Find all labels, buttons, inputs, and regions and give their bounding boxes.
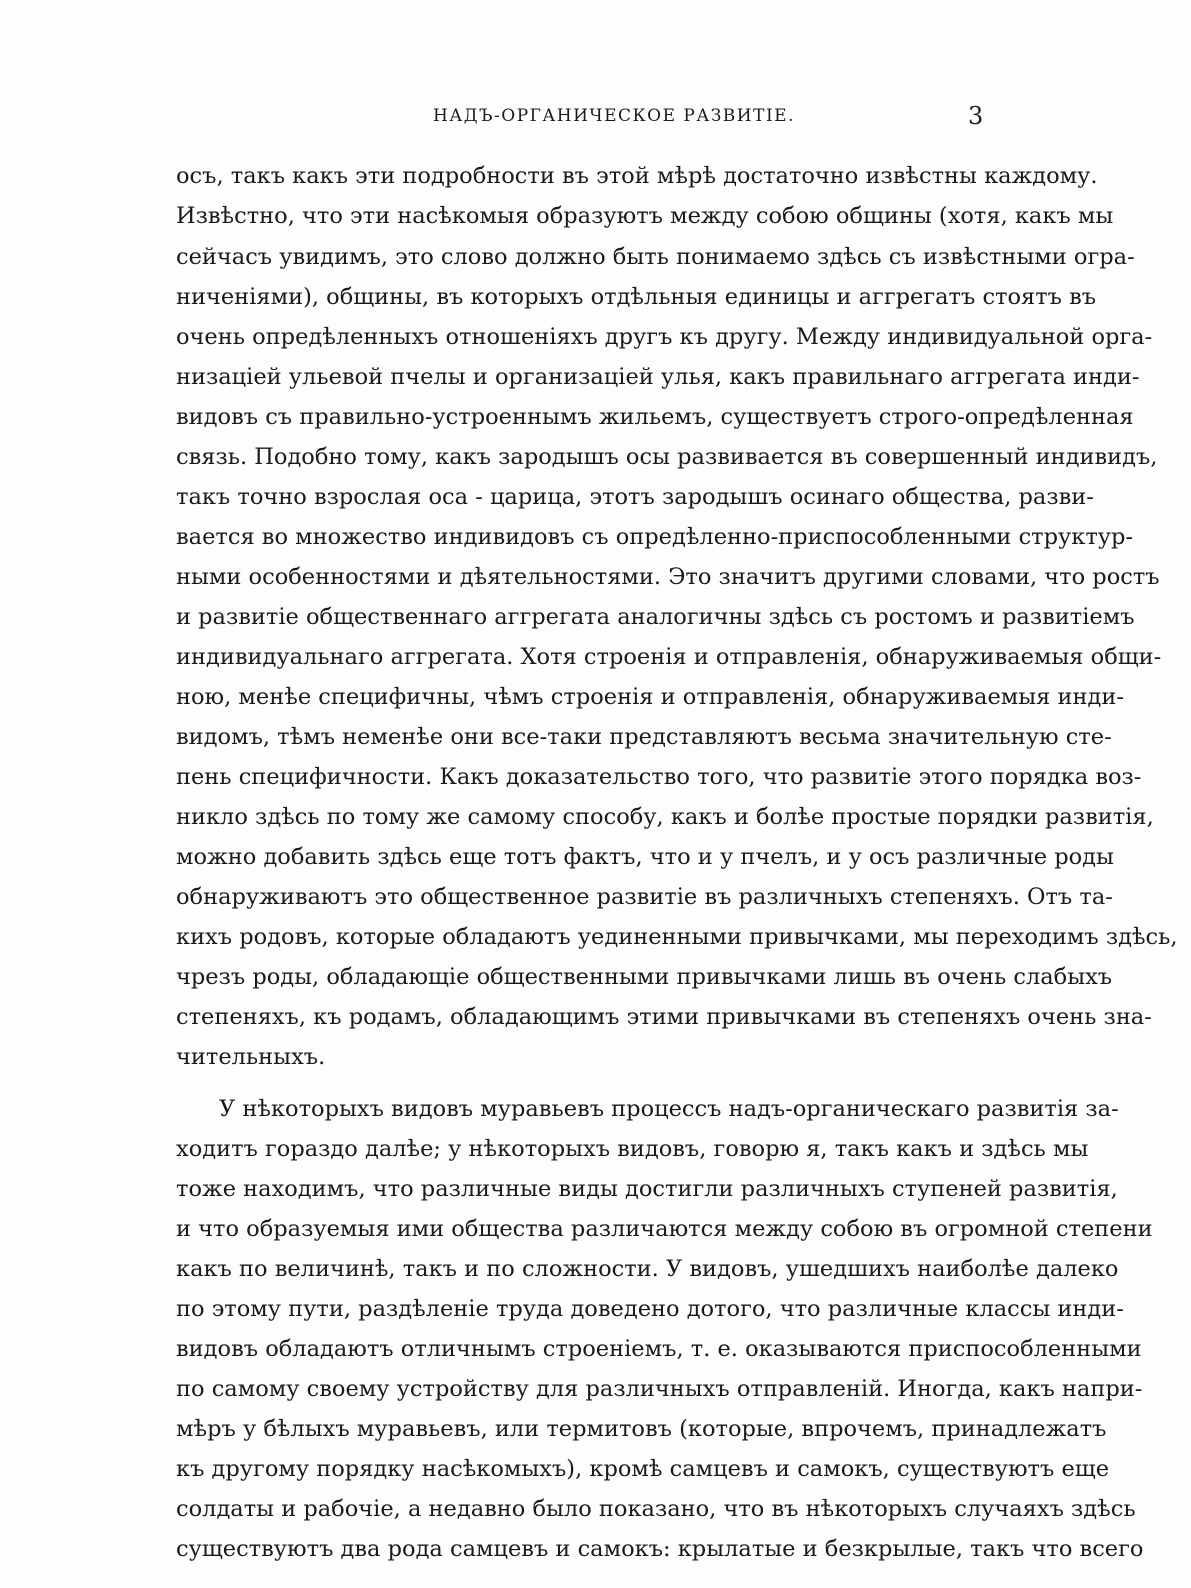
- text-line: ходитъ гораздо далѣе; у нѣкоторыхъ видовъ, говорю я, такъ какъ и здѣсь мы: [176, 1136, 1089, 1162]
- text-line: по этому пути, раздѣленіе труда доведено дотого, что различные классы инди-: [176, 1296, 1124, 1322]
- text-line: существуютъ два рода самцевъ и самокъ: крылатые и безкрылые, такъ что всего: [176, 1536, 1144, 1562]
- text-line: видомъ, тѣмъ неменѣе они все-таки представляютъ весьма значительную сте-: [176, 724, 1112, 750]
- text-line: какъ по величинѣ, такъ и по сложности. У видовъ, ушедшихъ наиболѣе далеко: [176, 1256, 1119, 1282]
- text-line: низаціей ульевой пчелы и организаціей улья, какъ правильнаго аггрегата инди-: [176, 364, 1140, 390]
- text-line: можно добавить здѣсь еще тотъ фактъ, что и у пчелъ, и у осъ различные роды: [176, 844, 1114, 870]
- text-line: никло здѣсь по тому же самому способу, какъ и болѣе простые порядки развитія,: [176, 804, 1154, 830]
- text-line: связь. Подобно тому, какъ зародышъ осы развивается въ совершенный индивидъ,: [176, 444, 1158, 470]
- text-line: по самому своему устройству для различныхъ отправленій. Иногда, какъ напри-: [176, 1376, 1143, 1402]
- text-line: кихъ родовъ, которые обладаютъ уединенными привычками, мы переходимъ здѣсь,: [176, 924, 1178, 950]
- text-line: чрезъ роды, обладающіе общественными привычками лишь въ очень слабыхъ: [176, 964, 1113, 990]
- text-line: обнаруживаютъ это общественное развитіе въ различныхъ степеняхъ. Отъ та-: [176, 884, 1113, 910]
- text-line: солдаты и рабочіе, а недавно было показано, что въ нѣкоторыхъ случаяхъ здѣсь: [176, 1496, 1136, 1522]
- text-line: мѣръ у бѣлыхъ муравьевъ, или термитовъ (которые, впрочемъ, принадлежатъ: [176, 1416, 1107, 1442]
- text-line: сейчасъ увидимъ, это слово должно быть понимаемо здѣсь съ извѣстными огра-: [176, 244, 1135, 270]
- text-line: степеняхъ, къ родамъ, обладающимъ этими привычками въ степеняхъ очень зна-: [176, 1004, 1152, 1030]
- running-head: [0, 102, 1191, 136]
- text-line: видовъ обладаютъ отличнымъ строеніемъ, т. е. оказываются приспособленными: [176, 1336, 1142, 1362]
- text-line: видовъ съ правильно-устроеннымъ жильемъ, существуетъ строго-опредѣленная: [176, 404, 1134, 430]
- text-line: и развитіе общественнаго аггрегата аналогичны здѣсь съ ростомъ и развитіемъ: [176, 604, 1135, 630]
- text-line: индивидуальнаго аггрегата. Хотя строенія и отправленія, обнаруживаемыя общи-: [176, 644, 1162, 670]
- text-line: и что образуемыя ими общества различаются между собою въ огромной степени: [176, 1216, 1153, 1242]
- text-line: очень опредѣленныхъ отношеніяхъ другъ къ другу. Между индивидуальной орга-: [176, 324, 1153, 350]
- text-line: тоже находимъ, что различные виды достигли различныхъ ступеней развитія,: [176, 1176, 1118, 1202]
- text-line: вается во множество индивидовъ съ опредѣленно-приспособленными структур-: [176, 524, 1134, 550]
- text-line: къ другому порядку насѣкомыхъ), кромѣ самцевъ и самокъ, существуютъ еще: [176, 1456, 1110, 1482]
- text-line: пень специфичности. Какъ доказательство того, что развитіе этого порядка воз-: [176, 764, 1142, 790]
- text-line: ною, менѣе специфичны, чѣмъ строенія и отправленія, обнаруживаемыя инди-: [176, 684, 1124, 710]
- running-title: НАДЪ-ОРГАНИЧЕСКОЕ РАЗВИТІЕ.: [433, 106, 795, 126]
- text-line: чительныхъ.: [176, 1044, 326, 1070]
- text-line: такъ точно взрослая оса - царица, этотъ зародышъ осинаго общества, разви-: [176, 484, 1094, 510]
- page-number: 3: [968, 102, 984, 130]
- text-line: Извѣстно, что эти насѣкомыя образуютъ между собою общины (хотя, какъ мы: [176, 203, 1114, 229]
- text-line: ниченіями), общины, въ которыхъ отдѣльныя единицы и аггрегатъ стоятъ въ: [176, 284, 1097, 310]
- text-line: осъ, такъ какъ эти подробности въ этой мѣрѣ достаточно извѣстны каждому.: [176, 163, 1098, 189]
- text-line: ными особенностями и дѣятельностями. Это значитъ другими словами, что ростъ: [176, 564, 1160, 590]
- text-line: У нѣкоторыхъ видовъ муравьевъ процессъ надъ-органическаго развитія за-: [219, 1096, 1119, 1122]
